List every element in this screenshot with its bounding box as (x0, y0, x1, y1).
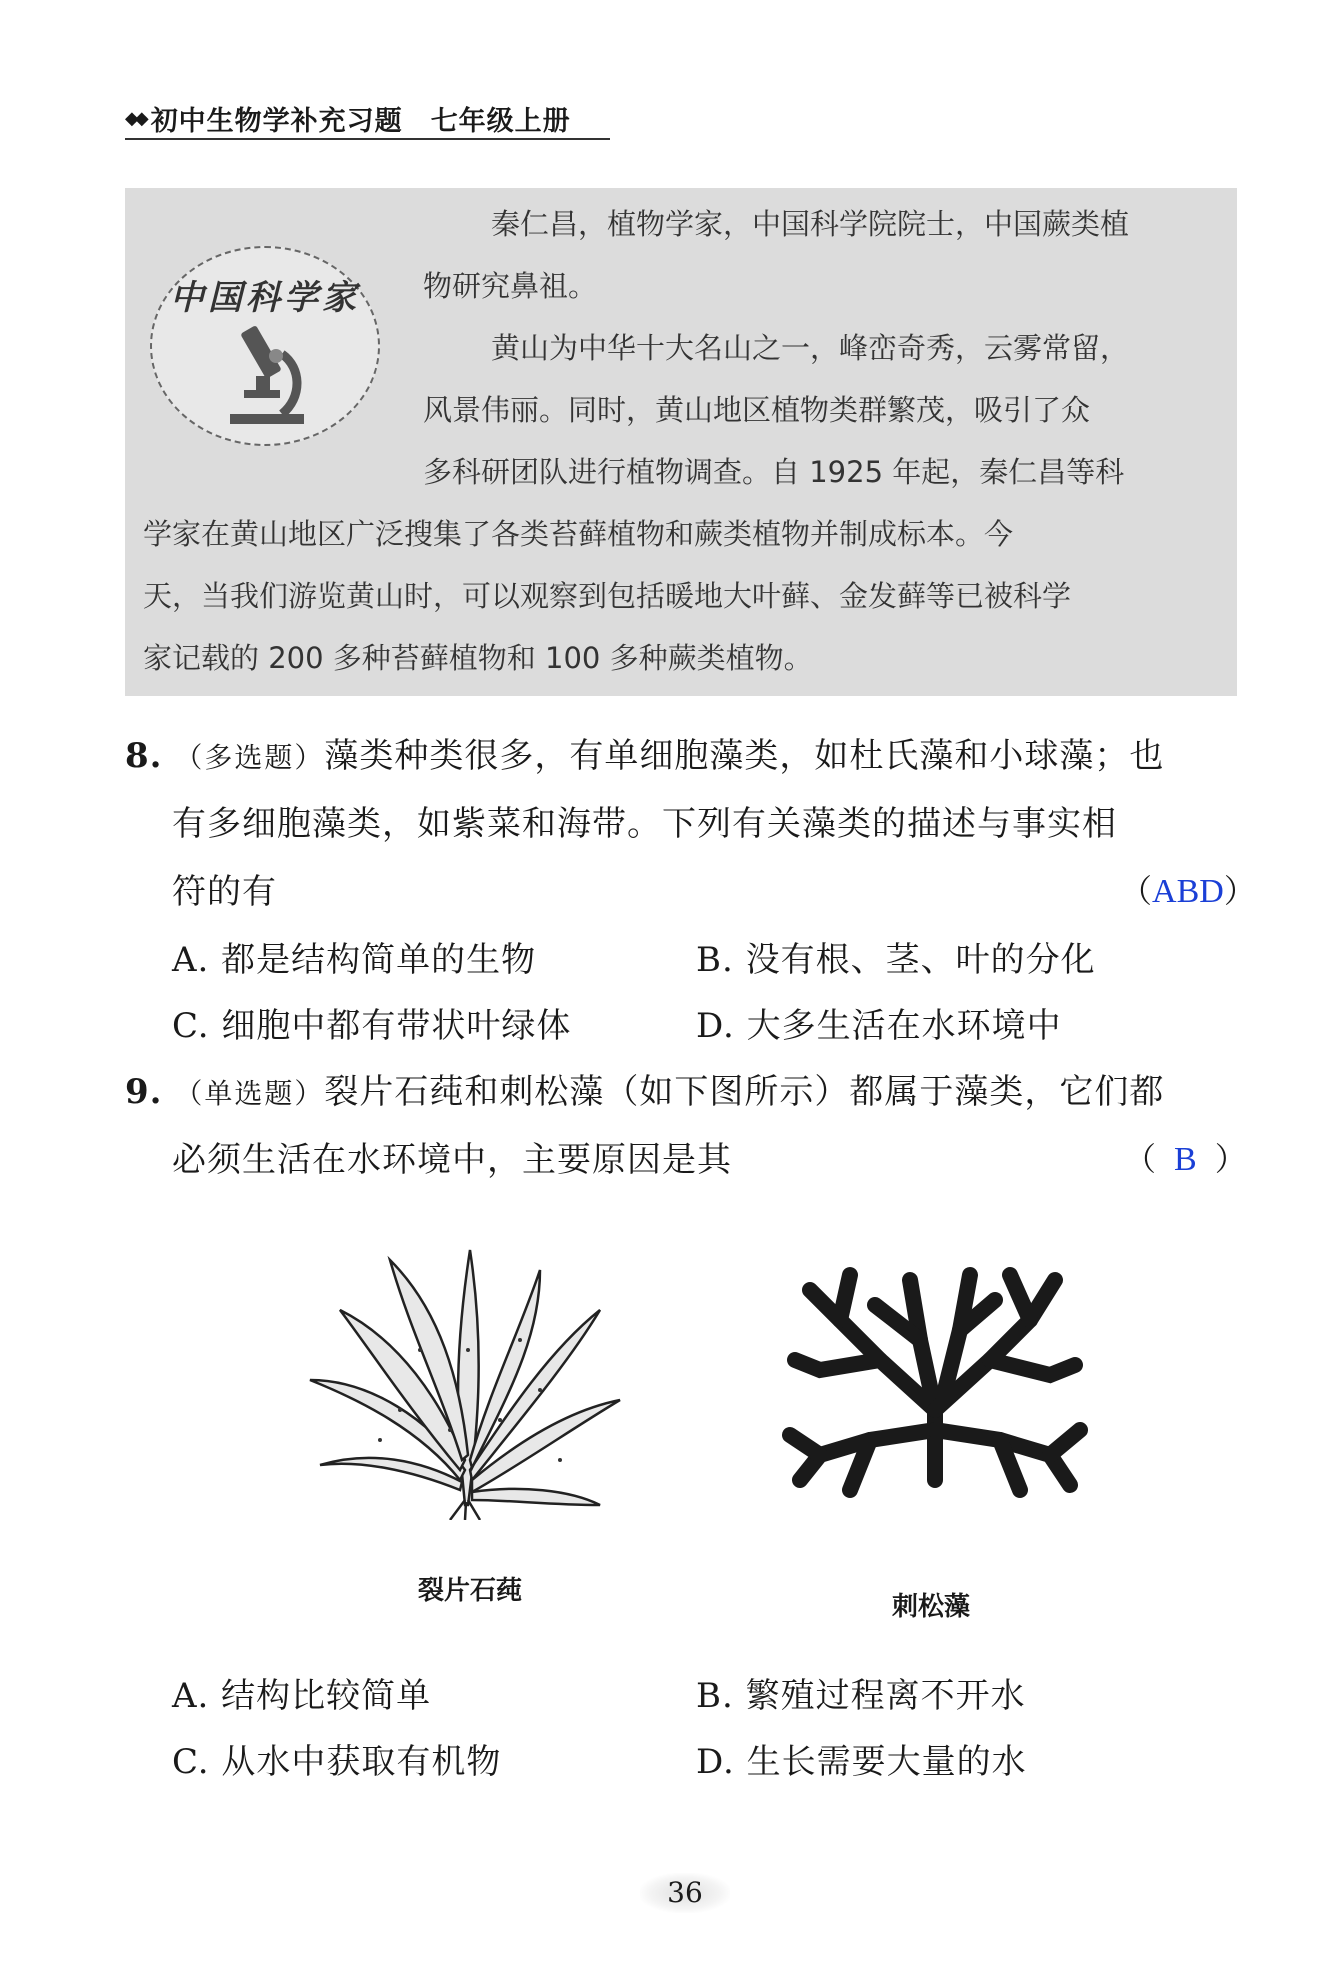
box-line-1: 秦仁昌，植物学家，中国科学院院士，中国蕨类植 (491, 207, 1130, 241)
option-9c: C. 从水中获取有机物 (172, 1742, 502, 1782)
box-line-5: 多科研团队进行植物调查。自 1925 年起，秦仁昌等科 (423, 455, 1125, 489)
ulva-seaweed-icon (300, 1230, 630, 1520)
question-8-line-3: 符的有 (172, 872, 277, 912)
chinese-scientist-emblem (150, 246, 380, 446)
page-header (125, 98, 610, 140)
answer-bracket-close: ） (1214, 1140, 1247, 1178)
question-8-line-1 (125, 728, 1164, 777)
diamond-icon: ◆◆ (125, 107, 145, 129)
answer-bracket-open: （ (1124, 1140, 1157, 1178)
page-number: 36 (640, 1873, 730, 1913)
box-line-4: 风景伟丽。同时，黄山地区植物类群繁茂，吸引了众 (423, 393, 1091, 427)
option-8a: A. 都是结构简单的生物 (172, 940, 537, 980)
option-9d: D. 生长需要大量的水 (696, 1742, 1027, 1782)
question-type: （多选题） (174, 741, 325, 774)
question-9-line-2: 必须生活在水环境中，主要原因是其 (172, 1140, 732, 1180)
emblem-text: 中国科学家 (170, 278, 360, 318)
answer-bracket-open: （ (1120, 872, 1153, 910)
option-8b: B. 没有根、茎、叶的分化 (696, 940, 1096, 980)
figure-caption-codium: 刺松藻 (892, 1592, 971, 1622)
option-9b: B. 繁殖过程离不开水 (696, 1676, 1026, 1716)
question-text: 裂片石莼和刺松藻（如下图所示）都属于藻类，它们都 (324, 1072, 1165, 1112)
grade-label: 七年级上册 (430, 105, 571, 137)
box-line-2: 物研究鼻祖。 (423, 269, 598, 303)
question-number: 9. (125, 1072, 163, 1112)
codium-seaweed-icon (780, 1250, 1090, 1510)
question-9-line-1 (125, 1064, 1164, 1113)
box-line-3: 黄山为中华十大名山之一，峰峦奇秀，云雾常留， (491, 331, 1130, 365)
figure-caption-ulva: 裂片石莼 (418, 1576, 523, 1606)
box-line-8: 家记载的 200 多种苔藓植物和 100 多种蕨类植物。 (143, 641, 813, 675)
answer-bracket-close: ） (1223, 872, 1256, 910)
box-line-7: 天，当我们游览黄山时，可以观察到包括暖地大叶藓、金发藓等已被科学 (143, 579, 1072, 613)
answer-8 (1120, 866, 1256, 912)
answer-letter: B (1174, 1141, 1197, 1178)
question-number: 8. (125, 736, 163, 776)
question-8-line-2: 有多细胞藻类，如紫菜和海带。下列有关藻类的描述与事实相 (172, 804, 1117, 844)
box-line-6: 学家在黄山地区广泛搜集了各类苔藓植物和蕨类植物并制成标本。今 (143, 517, 1014, 551)
answer-letter: ABD (1152, 873, 1224, 910)
question-type: （单选题） (174, 1077, 325, 1110)
microscope-icon (222, 318, 312, 428)
option-8c: C. 细胞中都有带状叶绿体 (172, 1006, 572, 1046)
chinese-scientist-box (125, 188, 1237, 696)
option-9a: A. 结构比较简单 (172, 1676, 432, 1716)
book-title: 初中生物学补充习题 (150, 105, 403, 137)
answer-9 (1124, 1134, 1247, 1180)
question-text: 藻类种类很多，有单细胞藻类，如杜氏藻和小球藻；也 (324, 736, 1165, 776)
option-8d: D. 大多生活在水环境中 (696, 1006, 1062, 1046)
